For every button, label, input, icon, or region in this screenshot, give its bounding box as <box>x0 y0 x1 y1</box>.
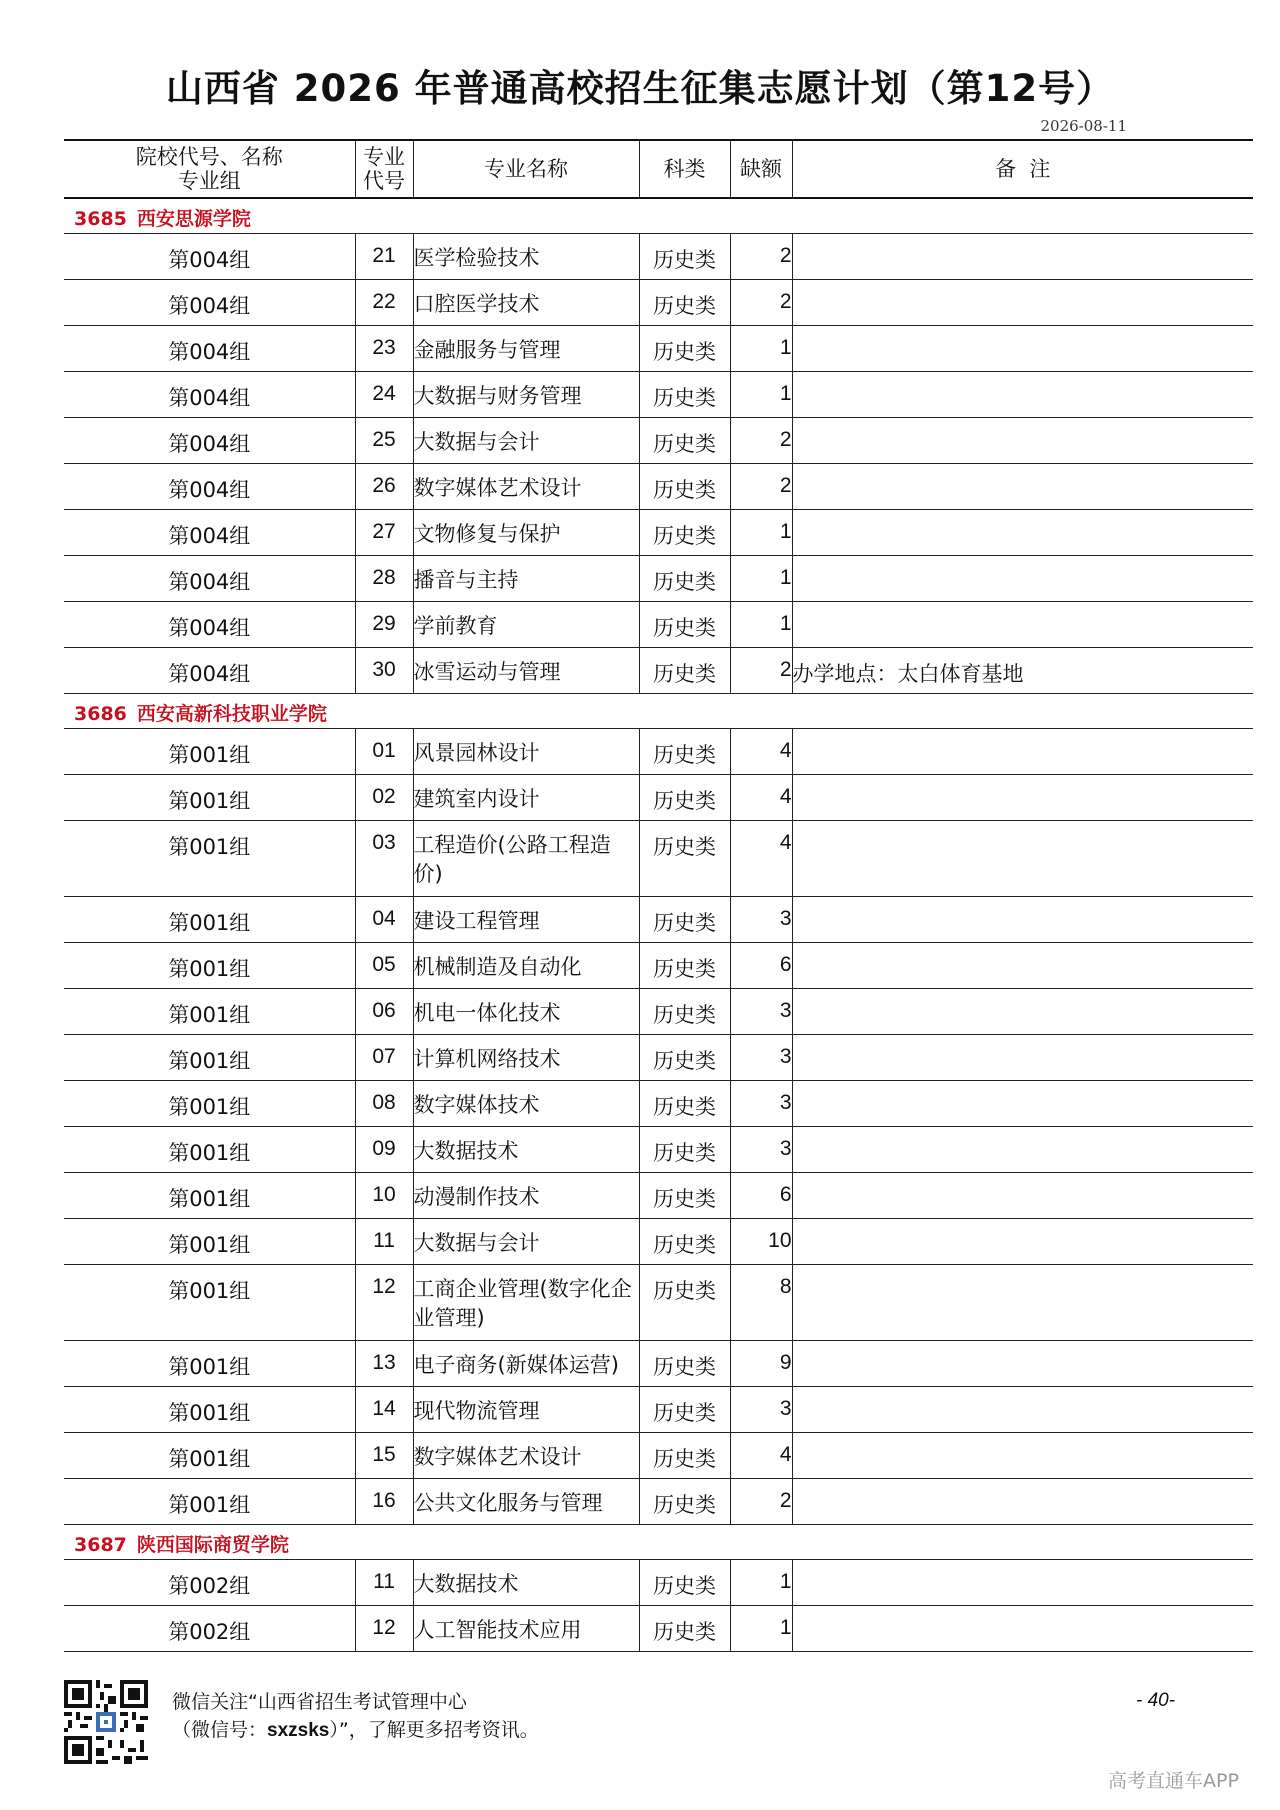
major-code-cell: 28 <box>355 555 413 601</box>
note-cell <box>792 1172 1253 1218</box>
subject-type-cell: 历史类 <box>639 1386 730 1432</box>
quota-cell: 2 <box>730 463 792 509</box>
major-name-cell: 大数据与会计 <box>413 1218 639 1264</box>
note-cell <box>792 988 1253 1034</box>
table-row <box>64 728 1253 774</box>
group-cell: 第001组 <box>64 728 355 774</box>
page-title: 山西省 2026 年普通高校招生征集志愿计划（第12号） <box>165 67 1115 110</box>
school-name: 西安高新科技职业学院 <box>136 702 327 725</box>
major-code-cell: 14 <box>355 1386 413 1432</box>
major-name-cell: 大数据技术 <box>413 1126 639 1172</box>
major-code-cell: 22 <box>355 279 413 325</box>
table-row <box>64 1264 1253 1340</box>
major-code-cell: 12 <box>355 1605 413 1651</box>
subject-type-cell: 历史类 <box>639 601 730 647</box>
note-cell <box>792 820 1253 896</box>
group-cell: 第001组 <box>64 1218 355 1264</box>
table-row <box>64 774 1253 820</box>
table-row <box>64 1478 1253 1524</box>
subject-type-cell: 历史类 <box>639 325 730 371</box>
subject-type-cell: 历史类 <box>639 1559 730 1605</box>
table-row <box>64 601 1253 647</box>
enrollment-plan-table <box>64 139 1253 1652</box>
quota-cell: 3 <box>730 896 792 942</box>
major-code-cell: 15 <box>355 1432 413 1478</box>
major-name-cell: 大数据与会计 <box>413 417 639 463</box>
quota-cell: 1 <box>730 601 792 647</box>
table-row <box>64 371 1253 417</box>
group-cell: 第001组 <box>64 942 355 988</box>
group-cell: 第001组 <box>64 1264 355 1340</box>
note-cell <box>792 463 1253 509</box>
subject-type-cell: 历史类 <box>639 417 730 463</box>
quota-cell: 4 <box>730 728 792 774</box>
table-row <box>64 1432 1253 1478</box>
major-name-cell: 人工智能技术应用 <box>413 1605 639 1651</box>
subject-type-cell: 历史类 <box>639 371 730 417</box>
col-header-code: 专业 代号 <box>355 140 413 198</box>
major-name-cell: 公共文化服务与管理 <box>413 1478 639 1524</box>
quota-cell: 1 <box>730 509 792 555</box>
quota-cell: 1 <box>730 371 792 417</box>
major-name-cell: 口腔医学技术 <box>413 279 639 325</box>
school-code: 3685 <box>74 208 127 230</box>
group-cell: 第002组 <box>64 1605 355 1651</box>
major-code-cell: 26 <box>355 463 413 509</box>
table-row <box>64 1340 1253 1386</box>
col-header-quota: 缺额 <box>730 140 792 198</box>
major-code-cell: 12 <box>355 1264 413 1340</box>
subject-type-cell: 历史类 <box>639 896 730 942</box>
group-cell: 第001组 <box>64 1340 355 1386</box>
quota-cell: 1 <box>730 1559 792 1605</box>
subject-type-cell: 历史类 <box>639 1126 730 1172</box>
note-cell <box>792 601 1253 647</box>
table-row <box>64 1126 1253 1172</box>
major-name-cell: 建设工程管理 <box>413 896 639 942</box>
quota-cell: 9 <box>730 1340 792 1386</box>
note-cell <box>792 1264 1253 1340</box>
note-cell <box>792 896 1253 942</box>
group-cell: 第004组 <box>64 555 355 601</box>
major-code-cell: 07 <box>355 1034 413 1080</box>
table-row <box>64 233 1253 279</box>
table-row <box>64 820 1253 896</box>
quota-cell: 1 <box>730 325 792 371</box>
major-code-cell: 02 <box>355 774 413 820</box>
group-cell: 第001组 <box>64 1386 355 1432</box>
note-cell <box>792 1126 1253 1172</box>
major-name-cell: 机械制造及自动化 <box>413 942 639 988</box>
school-header-row <box>64 1524 1253 1559</box>
major-name-cell: 大数据技术 <box>413 1559 639 1605</box>
major-code-cell: 11 <box>355 1218 413 1264</box>
major-code-cell: 04 <box>355 896 413 942</box>
group-cell: 第001组 <box>64 1126 355 1172</box>
major-name-cell: 机电一体化技术 <box>413 988 639 1034</box>
major-code-cell: 03 <box>355 820 413 896</box>
group-cell: 第001组 <box>64 1080 355 1126</box>
subject-type-cell: 历史类 <box>639 233 730 279</box>
note-cell <box>792 942 1253 988</box>
note-cell <box>792 1080 1253 1126</box>
group-cell: 第004组 <box>64 417 355 463</box>
major-code-cell: 10 <box>355 1172 413 1218</box>
group-cell: 第004组 <box>64 279 355 325</box>
table-row <box>64 509 1253 555</box>
major-code-cell: 05 <box>355 942 413 988</box>
subject-type-cell: 历史类 <box>639 279 730 325</box>
note-cell: 办学地点：太白体育基地 <box>792 647 1253 693</box>
subject-type-cell: 历史类 <box>639 555 730 601</box>
note-cell <box>792 371 1253 417</box>
note-cell <box>792 1478 1253 1524</box>
quota-cell: 2 <box>730 279 792 325</box>
note-cell <box>792 1559 1253 1605</box>
table-row <box>64 1386 1253 1432</box>
major-name-cell: 工程造价(公路工程造价) <box>413 820 639 896</box>
footer-line-2-suffix: ）”，了解更多招考资讯。 <box>329 1719 539 1741</box>
subject-type-cell: 历史类 <box>639 509 730 555</box>
quota-cell: 6 <box>730 942 792 988</box>
note-cell <box>792 1340 1253 1386</box>
quota-cell: 1 <box>730 555 792 601</box>
group-cell: 第004组 <box>64 233 355 279</box>
page-number: - 40- <box>1136 1690 1176 1711</box>
major-code-cell: 24 <box>355 371 413 417</box>
major-code-cell: 25 <box>355 417 413 463</box>
table-row <box>64 1172 1253 1218</box>
major-name-cell: 学前教育 <box>413 601 639 647</box>
table-row <box>64 1080 1253 1126</box>
group-cell: 第001组 <box>64 1172 355 1218</box>
subject-type-cell: 历史类 <box>639 942 730 988</box>
major-name-cell: 数字媒体艺术设计 <box>413 1432 639 1478</box>
col-header-major: 专业名称 <box>413 140 639 198</box>
table-row <box>64 555 1253 601</box>
major-name-cell: 计算机网络技术 <box>413 1034 639 1080</box>
major-name-cell: 建筑室内设计 <box>413 774 639 820</box>
subject-type-cell: 历史类 <box>639 463 730 509</box>
quota-cell: 4 <box>730 774 792 820</box>
quota-cell: 3 <box>730 1386 792 1432</box>
group-cell: 第001组 <box>64 1432 355 1478</box>
publish-date: 2026-08-11 <box>1040 117 1127 135</box>
qr-code-icon <box>64 1680 148 1764</box>
quota-cell: 3 <box>730 988 792 1034</box>
school-header-row <box>64 198 1253 233</box>
group-cell: 第004组 <box>64 601 355 647</box>
table-row <box>64 417 1253 463</box>
note-cell <box>792 1432 1253 1478</box>
major-name-cell: 工商企业管理(数字化企业管理) <box>413 1264 639 1340</box>
major-code-cell: 16 <box>355 1478 413 1524</box>
major-name-cell: 电子商务(新媒体运营) <box>413 1340 639 1386</box>
school-header-cell <box>64 198 1253 233</box>
quota-cell: 2 <box>730 647 792 693</box>
note-cell <box>792 233 1253 279</box>
subject-type-cell: 历史类 <box>639 820 730 896</box>
table-row <box>64 279 1253 325</box>
col-header-note: 备 注 <box>792 140 1253 198</box>
col-header-group: 院校代号、名称 专业组 <box>64 140 355 198</box>
major-name-cell: 医学检验技术 <box>413 233 639 279</box>
major-code-cell: 01 <box>355 728 413 774</box>
subject-type-cell: 历史类 <box>639 1340 730 1386</box>
note-cell <box>792 509 1253 555</box>
subject-type-cell: 历史类 <box>639 774 730 820</box>
school-header-row <box>64 693 1253 728</box>
note-cell <box>792 728 1253 774</box>
quota-cell: 3 <box>730 1034 792 1080</box>
subject-type-cell: 历史类 <box>639 1264 730 1340</box>
table-row <box>64 325 1253 371</box>
table-row <box>64 463 1253 509</box>
note-cell <box>792 1386 1253 1432</box>
major-name-cell: 金融服务与管理 <box>413 325 639 371</box>
quota-cell: 3 <box>730 1080 792 1126</box>
major-name-cell: 播音与主持 <box>413 555 639 601</box>
table-row <box>64 1218 1253 1264</box>
table-body <box>64 198 1253 1651</box>
table-row <box>64 896 1253 942</box>
group-cell: 第004组 <box>64 463 355 509</box>
note-cell <box>792 279 1253 325</box>
footer-notice <box>172 1688 539 1745</box>
subject-type-cell: 历史类 <box>639 1605 730 1651</box>
page-footer <box>0 1680 1280 1810</box>
subject-type-cell: 历史类 <box>639 1432 730 1478</box>
major-code-cell: 30 <box>355 647 413 693</box>
school-header-cell <box>64 1524 1253 1559</box>
quota-cell: 2 <box>730 417 792 463</box>
quota-cell: 3 <box>730 1126 792 1172</box>
quota-cell: 6 <box>730 1172 792 1218</box>
major-code-cell: 23 <box>355 325 413 371</box>
major-name-cell: 现代物流管理 <box>413 1386 639 1432</box>
school-name: 陕西国际商贸学院 <box>136 1533 289 1556</box>
note-cell <box>792 555 1253 601</box>
wechat-id: sxzsks <box>267 1720 330 1741</box>
table-row <box>64 1559 1253 1605</box>
major-name-cell: 风景园林设计 <box>413 728 639 774</box>
major-code-cell: 06 <box>355 988 413 1034</box>
group-cell: 第001组 <box>64 820 355 896</box>
table-row <box>64 942 1253 988</box>
school-name: 西安思源学院 <box>136 208 251 230</box>
major-code-cell: 11 <box>355 1559 413 1605</box>
note-cell <box>792 417 1253 463</box>
table-header-row <box>64 140 1253 198</box>
group-cell: 第004组 <box>64 325 355 371</box>
major-code-cell: 29 <box>355 601 413 647</box>
quota-cell: 2 <box>730 1478 792 1524</box>
subject-type-cell: 历史类 <box>639 988 730 1034</box>
subject-type-cell: 历史类 <box>639 1172 730 1218</box>
quota-cell: 4 <box>730 820 792 896</box>
major-code-cell: 08 <box>355 1080 413 1126</box>
group-cell: 第001组 <box>64 896 355 942</box>
major-code-cell: 13 <box>355 1340 413 1386</box>
col-header-type: 科类 <box>639 140 730 198</box>
group-cell: 第001组 <box>64 1034 355 1080</box>
major-name-cell: 数字媒体技术 <box>413 1080 639 1126</box>
major-code-cell: 09 <box>355 1126 413 1172</box>
note-cell <box>792 774 1253 820</box>
group-cell: 第001组 <box>64 988 355 1034</box>
school-header-cell <box>64 693 1253 728</box>
footer-line-2 <box>172 1716 539 1745</box>
note-cell <box>792 1034 1253 1080</box>
quota-cell: 4 <box>730 1432 792 1478</box>
note-cell <box>792 1218 1253 1264</box>
major-name-cell: 冰雪运动与管理 <box>413 647 639 693</box>
major-name-cell: 数字媒体艺术设计 <box>413 463 639 509</box>
group-cell: 第001组 <box>64 774 355 820</box>
footer-line-2-prefix: （微信号： <box>172 1719 268 1741</box>
major-name-cell: 动漫制作技术 <box>413 1172 639 1218</box>
subject-type-cell: 历史类 <box>639 647 730 693</box>
group-cell: 第004组 <box>64 509 355 555</box>
quota-cell: 2 <box>730 233 792 279</box>
table-row <box>64 647 1253 693</box>
footer-line-1: 微信关注“山西省招生考试管理中心 <box>172 1691 467 1713</box>
subject-type-cell: 历史类 <box>639 1218 730 1264</box>
subject-type-cell: 历史类 <box>639 728 730 774</box>
major-code-cell: 21 <box>355 233 413 279</box>
group-cell: 第004组 <box>64 371 355 417</box>
subject-type-cell: 历史类 <box>639 1034 730 1080</box>
group-cell: 第002组 <box>64 1559 355 1605</box>
major-name-cell: 大数据与财务管理 <box>413 371 639 417</box>
note-cell <box>792 325 1253 371</box>
note-cell <box>792 1605 1253 1651</box>
school-code: 3686 <box>74 702 127 725</box>
subject-type-cell: 历史类 <box>639 1080 730 1126</box>
major-code-cell: 27 <box>355 509 413 555</box>
quota-cell: 8 <box>730 1264 792 1340</box>
subject-type-cell: 历史类 <box>639 1478 730 1524</box>
app-watermark: 高考直通车APP <box>1108 1770 1239 1792</box>
group-cell: 第001组 <box>64 1478 355 1524</box>
quota-cell: 10 <box>730 1218 792 1264</box>
table-row <box>64 1605 1253 1651</box>
quota-cell: 1 <box>730 1605 792 1651</box>
school-code: 3687 <box>74 1533 127 1556</box>
table-row <box>64 988 1253 1034</box>
table-row <box>64 1034 1253 1080</box>
group-cell: 第004组 <box>64 647 355 693</box>
major-name-cell: 文物修复与保护 <box>413 509 639 555</box>
